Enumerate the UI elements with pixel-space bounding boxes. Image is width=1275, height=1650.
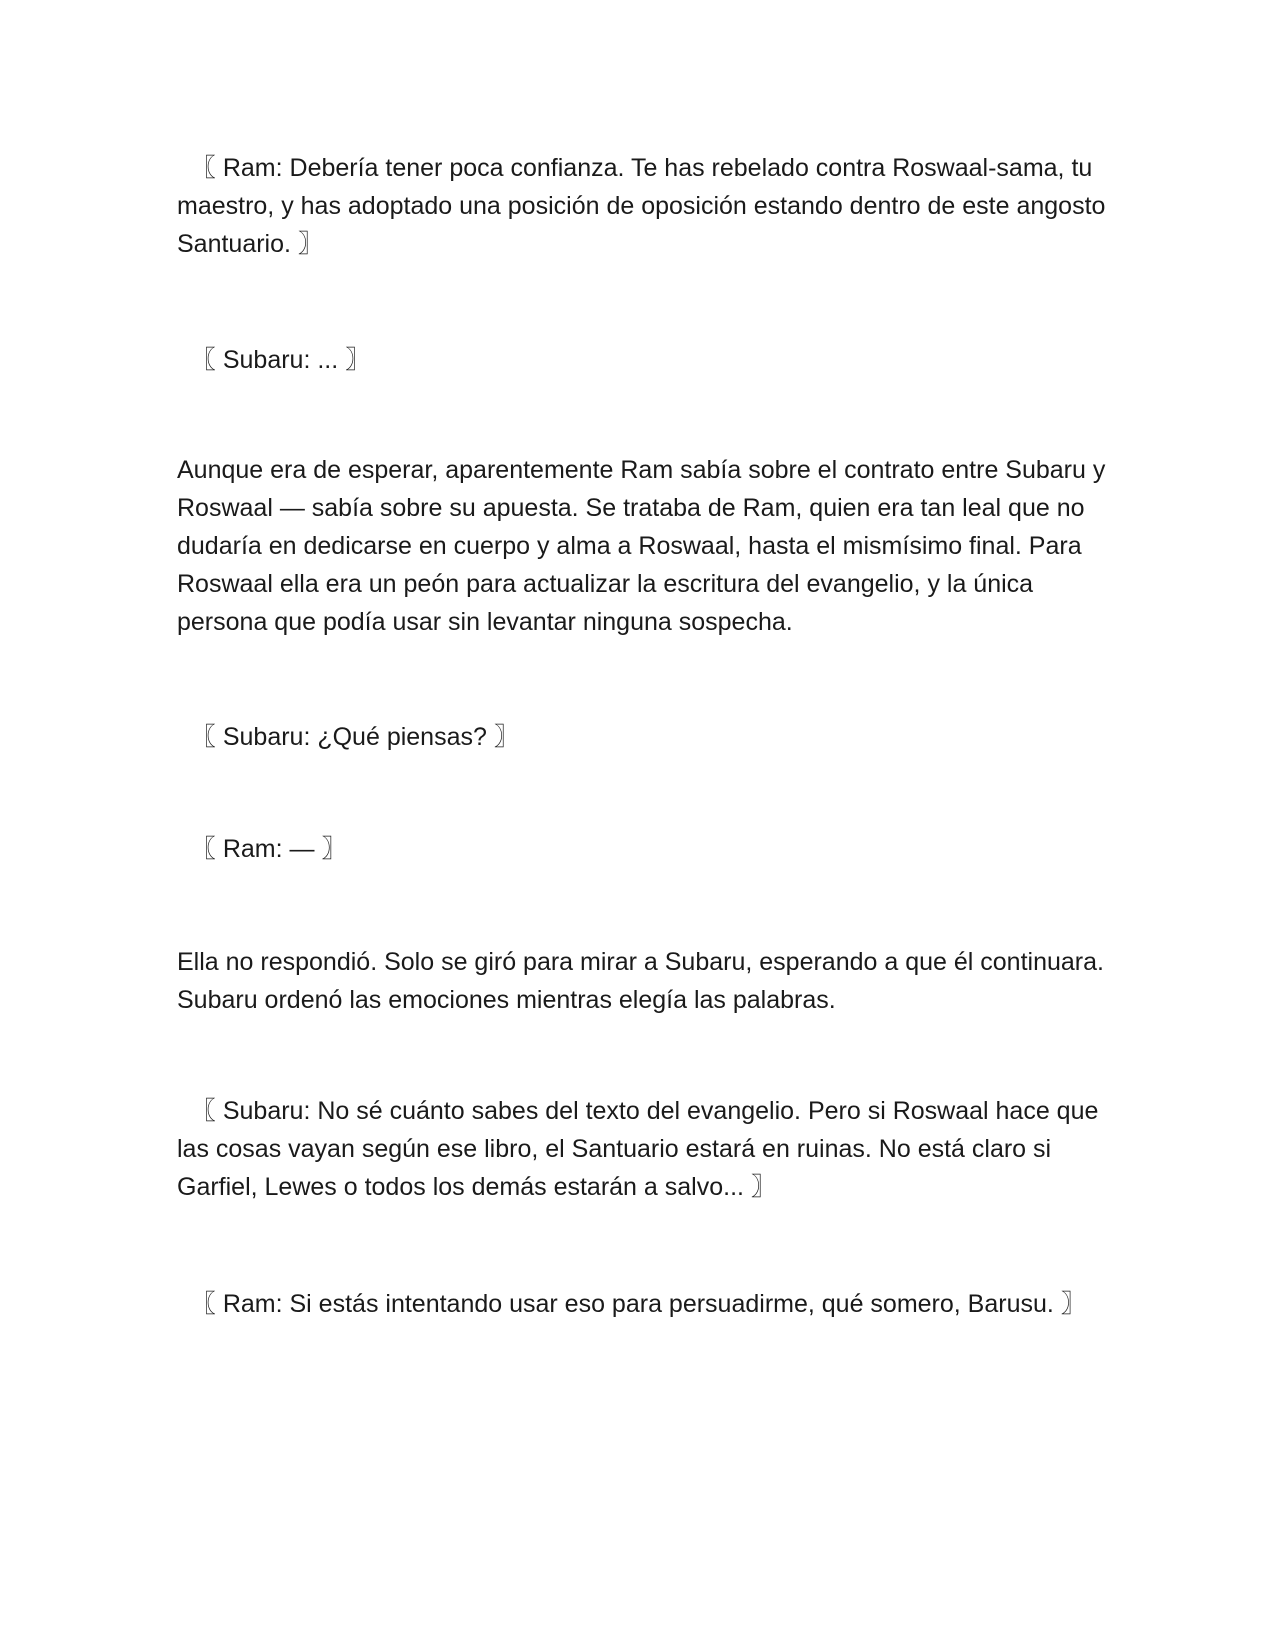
- dialogue-ram-somero: 〖 Ram: Si estás intentando usar eso para persuadirme, qué somero, Barusu. 〗: [177, 1290, 1086, 1318]
- dialogue-ram-dash: 〖 Ram: — 〗: [177, 835, 347, 863]
- dialogue-ram-confianza: 〖 Ram: Debería tener poca confianza. Te has rebelado contra Roswaal-sama, tu maestro, y has adoptado una posición de oposición estando dentro de este angosto Santuario. 〗: [177, 154, 1106, 258]
- dialogue-subaru-que-piensas: 〖 Subaru: ¿Qué piensas? 〗: [177, 723, 519, 751]
- narration-no-respondio: Ella no respondió. Solo se giró para mirar a Subaru, esperando a que él continuara. Subaru ordenó las emociones mientras elegía las palabras.: [177, 948, 1104, 1014]
- narration-contrato: Aunque era de esperar, aparentemente Ram sabía sobre el contrato entre Subaru y Roswaal — sabía sobre su apuesta. Se trataba de Ram, quien era tan leal que no dudaría en dedicarse en cuerpo y alma a Roswaal, hasta el mismísimo final. Para Roswaal ella era un peón para actualizar la escritura del evangelio, y la única persona que podía usar sin levantar ninguna sospecha.: [177, 456, 1106, 636]
- dialogue-subaru-ellipsis: 〖 Subaru: ... 〗: [177, 346, 371, 374]
- dialogue-subaru-evangelio: 〖 Subaru: No sé cuánto sabes del texto del evangelio. Pero si Roswaal hace que las cosas vayan según ese libro, el Santuario estará en ruinas. No está claro si Garfiel, Lewes o todos los demás estarán a salvo... 〗: [177, 1097, 1099, 1201]
